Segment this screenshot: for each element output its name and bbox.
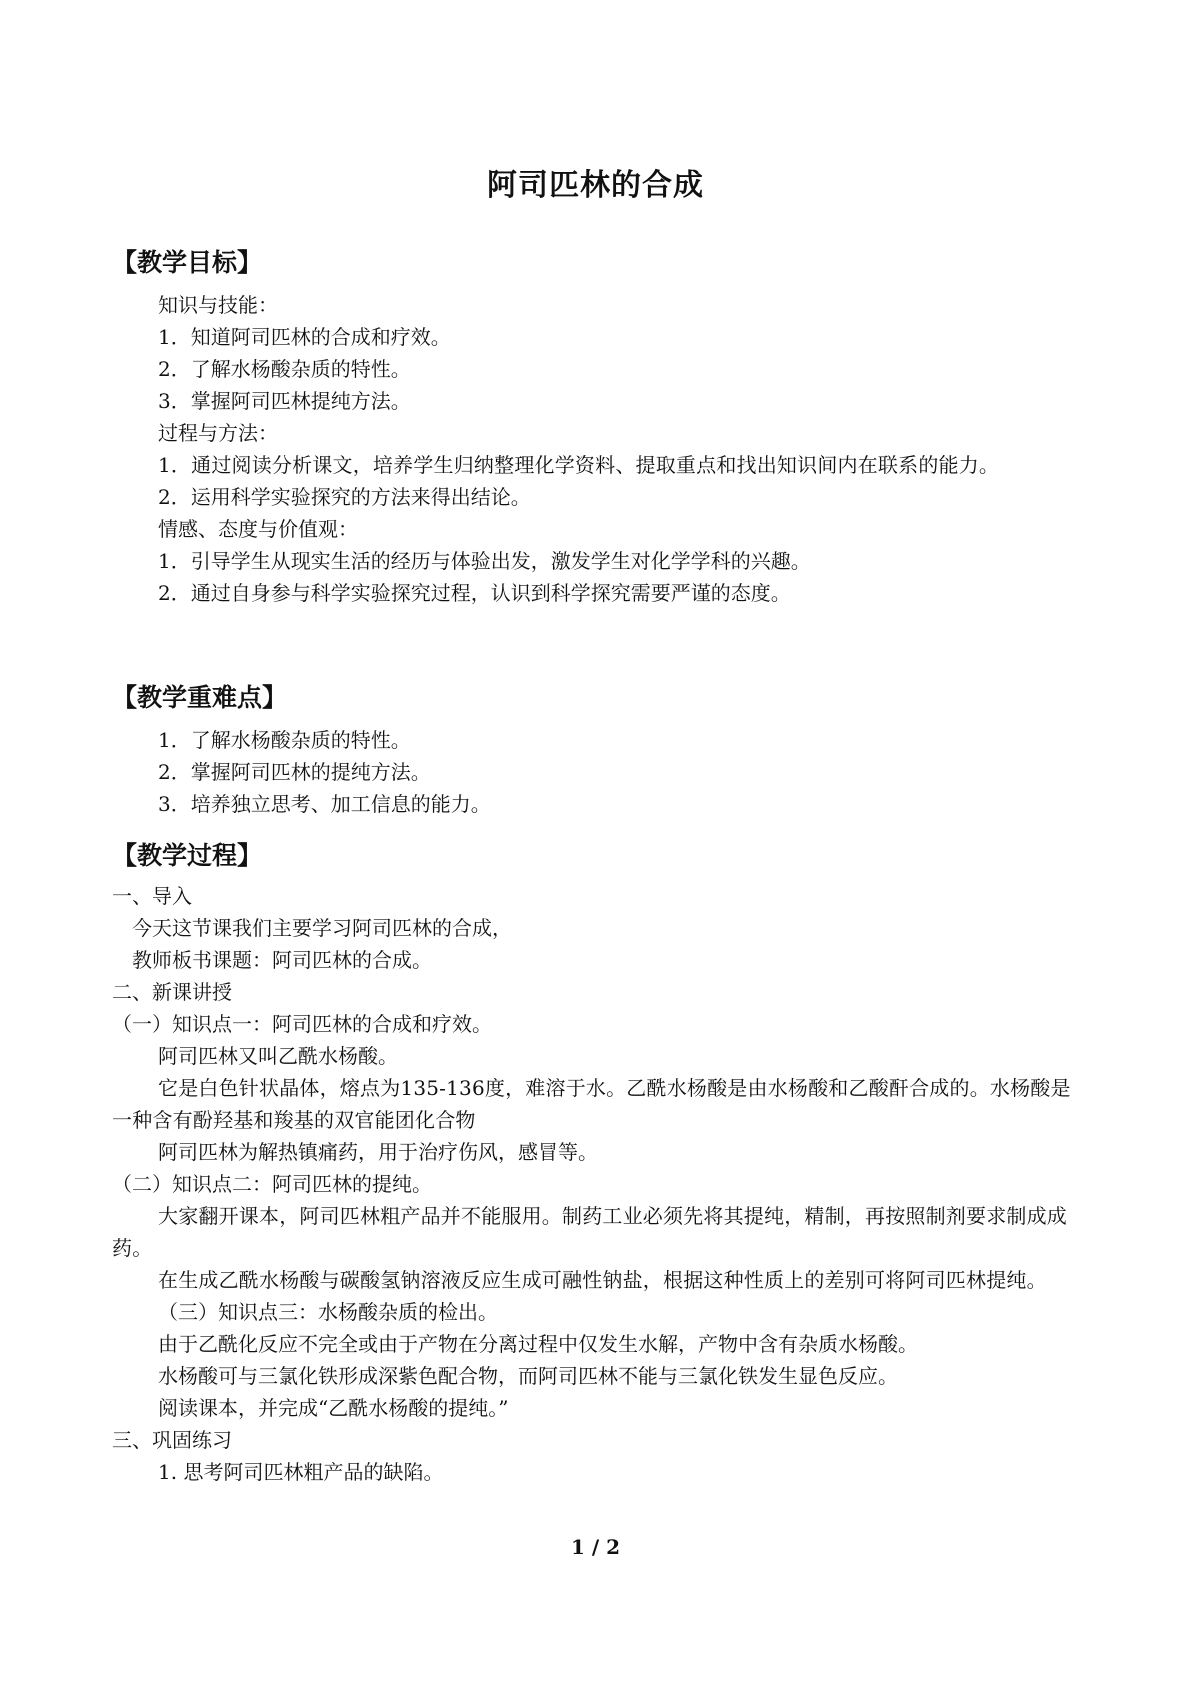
process-item: 2．运用科学实验探究的方法来得出结论。 bbox=[158, 485, 531, 509]
practice-label: 三、巩固练习 bbox=[112, 1428, 232, 1452]
process-heading: 【教学过程】 bbox=[112, 841, 263, 870]
intro-line: 教师板书课题：阿司匹林的合成。 bbox=[132, 948, 432, 972]
kp1-line: 它是白色针状晶体，熔点为135-136度，难溶于水。乙酰水杨酸是由水杨酸和乙酸酐合成的。水杨酸是一种含有酚羟基和羧基的双官能团化合物 bbox=[112, 1076, 1071, 1132]
kp2-line: 大家翻开课本，阿司匹林粗产品并不能服用。制药工业必须先将其提纯，精制，再按照制剂要求制成成药。 bbox=[112, 1204, 1067, 1260]
emotion-label: 情感、态度与价值观： bbox=[158, 517, 358, 541]
new-lesson-label: 二、新课讲授 bbox=[112, 980, 232, 1004]
process-section bbox=[112, 836, 1082, 1488]
kp2-line: 在生成乙酰水杨酸与碳酸氢钠溶液反应生成可融性钠盐，根据这种性质上的差别可将阿司匹林提纯。 bbox=[158, 1268, 1047, 1292]
kp2-label: （二）知识点二：阿司匹林的提纯。 bbox=[112, 1172, 432, 1196]
knowledge-item: 2．了解水杨酸杂质的特性。 bbox=[158, 357, 411, 381]
page-number: 1 / 2 bbox=[570, 1535, 621, 1559]
kp3-line: 水杨酸可与三氯化铁形成深紫色配合物，而阿司匹林不能与三氯化铁发生显色反应。 bbox=[158, 1364, 898, 1388]
key-points-heading: 【教学重难点】 bbox=[112, 683, 288, 712]
kp1-line: 阿司匹林为解热镇痛药，用于治疗伤风，感冒等。 bbox=[158, 1140, 598, 1164]
intro-label: 一、导入 bbox=[112, 884, 192, 908]
key-point-item: 1．了解水杨酸杂质的特性。 bbox=[158, 728, 411, 752]
key-points-section bbox=[112, 678, 1082, 820]
objectives-section bbox=[112, 243, 1082, 609]
kp3-line: 由于乙酰化反应不完全或由于产物在分离过程中仅发生水解，产物中含有杂质水杨酸。 bbox=[158, 1332, 918, 1356]
key-point-item: 3．培养独立思考、加工信息的能力。 bbox=[158, 792, 491, 816]
kp3-label: （三）知识点三：水杨酸杂质的检出。 bbox=[158, 1300, 498, 1324]
process-label: 过程与方法： bbox=[158, 421, 278, 445]
knowledge-item: 1．知道阿司匹林的合成和疗效。 bbox=[158, 325, 451, 349]
objectives-heading: 【教学目标】 bbox=[112, 248, 263, 277]
key-point-item: 2．掌握阿司匹林的提纯方法。 bbox=[158, 760, 431, 784]
kp3-line: 阅读课本，并完成“乙酰水杨酸的提纯。” bbox=[158, 1396, 509, 1420]
kp1-label: （一）知识点一：阿司匹林的合成和疗效。 bbox=[112, 1012, 492, 1036]
emotion-item: 1．引导学生从现实生活的经历与体验出发，激发学生对化学学科的兴趣。 bbox=[158, 549, 811, 573]
practice-line: 1. 思考阿司匹林粗产品的缺陷。 bbox=[158, 1460, 444, 1484]
kp1-line: 阿司匹林又叫乙酰水杨酸。 bbox=[158, 1044, 398, 1068]
document-title: 阿司匹林的合成 bbox=[487, 168, 704, 203]
knowledge-label: 知识与技能： bbox=[158, 293, 278, 317]
intro-line: 今天这节课我们主要学习阿司匹林的合成， bbox=[132, 916, 512, 940]
knowledge-item: 3．掌握阿司匹林提纯方法。 bbox=[158, 389, 411, 413]
emotion-item: 2．通过自身参与科学实验探究过程，认识到科学探究需要严谨的态度。 bbox=[158, 581, 791, 605]
process-item: 1．通过阅读分析课文，培养学生归纳整理化学资料、提取重点和找出知识间内在联系的能力。 bbox=[158, 453, 1000, 477]
